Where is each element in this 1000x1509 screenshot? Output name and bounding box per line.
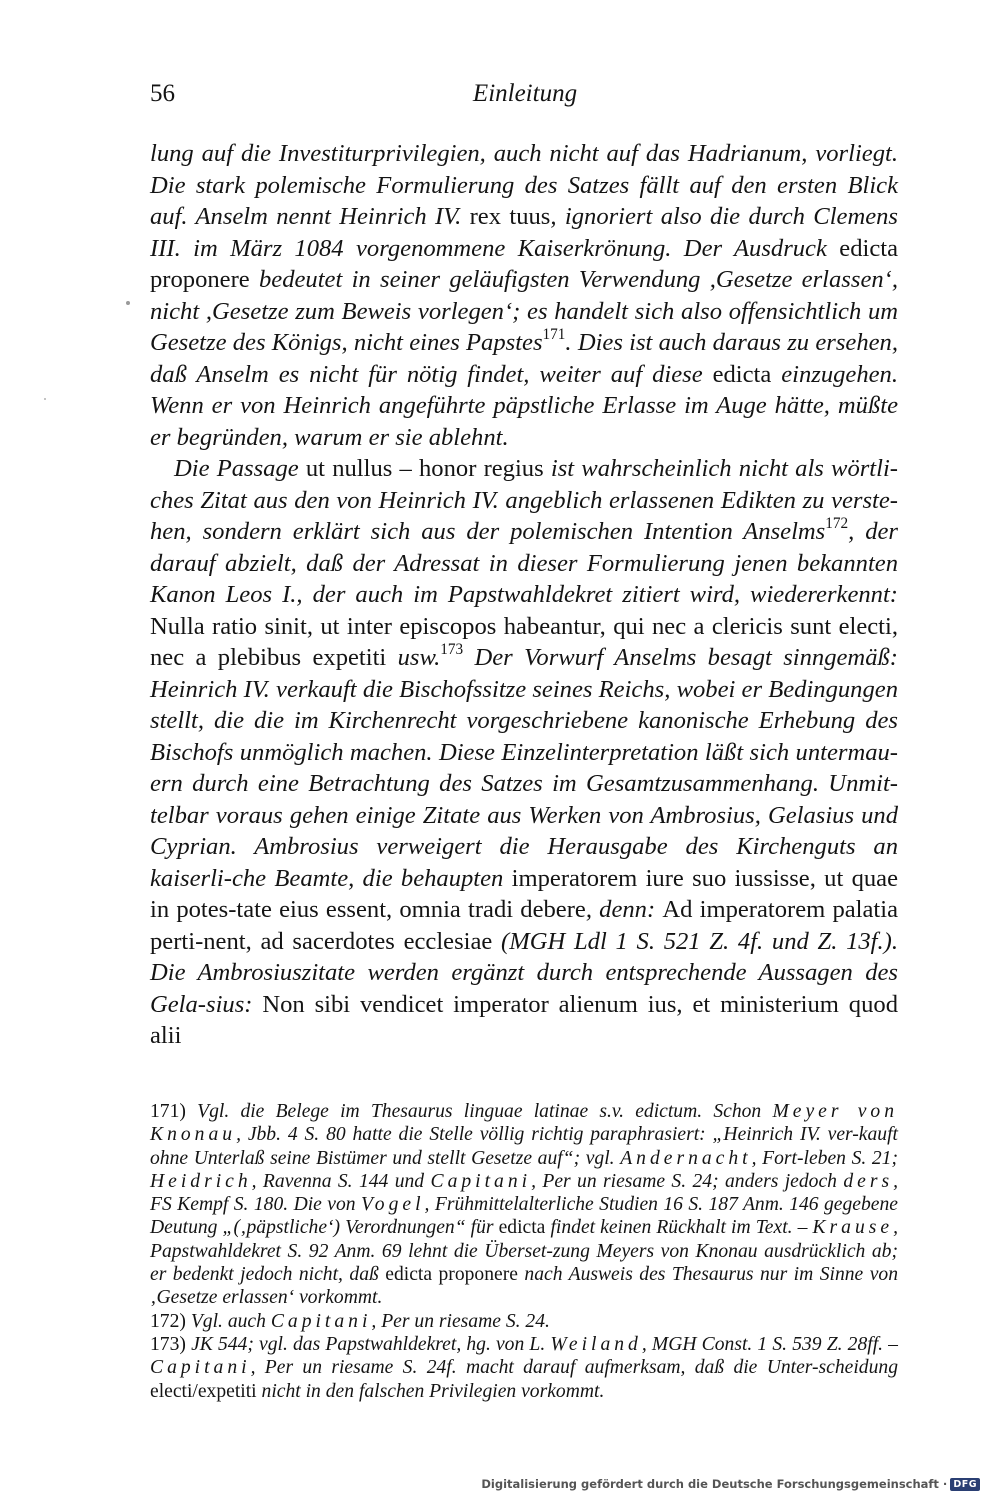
text-run: Der Vorwurf Anselms besagt sinngemäß: Heinrich IV. verkauft die Bischofssitze seines Reichs, wobei er Bedingungen stellt, die die im Kirchenrecht vorgeschriebene kanonische Erhebung des Bischofs unmöglich machen. Diese Einzelinterpretation läßt sich untermau-ern durch eine Betrachtung des Satzes im Gesamtzusammenhang. Unmit-telbar voraus gehen einige Zitate aus Werken von Ambrosius, Gelasius und Cyprian. Ambrosius verweigert die Herausgabe des Kirchenguts an kaiserli-che Beamte, die behaupten xyxy=(150,644,898,892)
text-run: nach Ausweis des Thesaurus nur im Sinne von ‚Gesetze erlassen‘ vorkommt. xyxy=(150,1264,899,1309)
text-run: , denn: xyxy=(585,896,663,923)
text-run: nicht in den falschen Privilegien vorkommt. xyxy=(256,1380,605,1402)
text-run: Die Passage xyxy=(174,455,306,482)
author-name: Capitani xyxy=(430,1170,532,1192)
author-name: Andernacht xyxy=(620,1147,752,1169)
text-run: , der darauf abzielt, daß der Adressat in dieser Formulierung jenen bekannten Kanon Leos I., der auch im Papstwahldekret zitiert wird, wiedererkennt: xyxy=(150,518,898,608)
footnote-ref: 172 xyxy=(825,515,849,533)
author-name: Weiland xyxy=(550,1333,642,1355)
latin-quote: edicta xyxy=(712,360,772,388)
latin-quote: electi/expetiti xyxy=(150,1380,257,1402)
page-number: 56 xyxy=(150,80,175,107)
text-run: , Fort-leben S. 21; xyxy=(751,1147,899,1169)
digitization-credit xyxy=(481,1475,980,1493)
footnote-ref: 173 xyxy=(440,641,464,659)
digitization-credit-text: Digitalisierung gefördert durch die Deutsche Forschungsgemeinschaft · xyxy=(481,1477,948,1491)
text-run: , Per un riesame S. 24. xyxy=(371,1310,550,1332)
margin-dot xyxy=(126,301,130,305)
text-run: , Frühmittelalterliche Studien 16 S. 187 Anm. 146 gegebene Deutung „(‚päpstliche‘) Verordnungen“ für xyxy=(150,1194,898,1239)
text-run: . Dies ist auch daraus zu ersehen, daß Anselm es nicht für nötig findet, weiter auf diese xyxy=(150,329,898,388)
text-run: , MGH Const. 1 S. 539 Z. 28ff. – xyxy=(641,1333,898,1355)
latin-quote: imperatorem iure suo iussisse, ut quae in potes-tate eius essent, omnia tradi debere xyxy=(150,864,898,923)
text-run: einzugehen. Wenn er von Heinrich angeführte päpstliche Erlasse im Auge hätte, müßte er begründen, warum er sie ablehnt. xyxy=(150,360,899,451)
latin-quote: Non sibi vendicet imperator alienum ius, et ministerium quod alii xyxy=(150,990,898,1049)
author-name: Capitani xyxy=(150,1357,251,1379)
author-name: Vogel xyxy=(361,1194,425,1216)
text-run: (MGH Ldl 1 S. 521 Z. 4f. und Z. 13f.). Die Ambrosiuszitate werden ergänzt durch entsprechende Aussagen des Gela-sius: xyxy=(150,927,898,1018)
footnote-ref: 171 xyxy=(542,326,566,344)
latin-quote: edicta proponere xyxy=(150,234,898,293)
text-run: , Papstwahldekret S. 92 Anm. 69 lehnt die Überset-zung Meyers von Knonau ausdrücklich ab; er bedenkt jedoch nicht, daß xyxy=(150,1217,898,1286)
footnote-173 xyxy=(150,1333,898,1403)
latin-quote: Nulla ratio sinit, ut inter episcopos habeantur, qui nec a clericis sunt electi, nec a plebibus expetiti xyxy=(150,612,898,671)
page-header xyxy=(150,80,900,116)
author-name: Krause xyxy=(812,1217,894,1239)
text-run: , Jbb. 4 S. 80 hatte die Stelle völlig richtig paraphrasiert: „Heinrich IV. ver-kauft ohne Unterlaß seine Bistümer und stellt Gesetze auf“; vgl. xyxy=(150,1124,898,1169)
running-title: Einleitung xyxy=(472,80,578,107)
text-run: bedeutet in seiner geläufigsten Verwendung ,Gesetze erlassen‘, nicht ,Gesetze zum Beweis vorlegen‘; es handelt sich also offensichtlich um Gesetze des Königs, nicht eines Papstes xyxy=(150,266,898,356)
text-run: lung auf die Investiturprivilegien, auch nicht auf das Hadrianum, vorliegt. Die stark polemische Formulierung des Satzes fällt auf den ersten Blick auf. Anselm nennt Heinrich IV. xyxy=(150,140,898,230)
paragraph-2 xyxy=(150,453,898,1052)
body-text xyxy=(150,138,898,1052)
text-run: usw. xyxy=(386,644,441,671)
latin-quote: edicta xyxy=(498,1217,546,1239)
dfg-logo: DFG xyxy=(950,1478,980,1491)
text-run: Vgl. auch xyxy=(190,1310,271,1332)
latin-quote: edicta proponere xyxy=(385,1264,518,1286)
text-run: , Per un riesame S. 24; anders jedoch xyxy=(531,1170,844,1192)
latin-quote: Ad imperatorem palatia perti-nent, ad sacerdotes ecclesiae xyxy=(150,896,898,955)
latin-quote: 172) xyxy=(150,1310,191,1332)
author-name: Heidrich xyxy=(150,1170,252,1192)
footnote-172 xyxy=(150,1310,898,1333)
text-run: , Per un riesame S. 24f. macht darauf aufmerksam, daß die Unter-scheidung xyxy=(250,1357,898,1379)
text-run: , ignoriert also die durch Clemens III. im März 1084 vorgenommene Kaiserkrönung. Der Ausdruck xyxy=(150,203,898,262)
margin-speck xyxy=(44,398,46,400)
footnote-171 xyxy=(150,1100,898,1310)
paragraph-1 xyxy=(150,138,898,453)
author-name: Meyer von Knonau xyxy=(150,1101,898,1146)
author-name: Capitani xyxy=(270,1310,372,1332)
text-run: , FS Kempf S. 180. Die von xyxy=(150,1170,898,1216)
text-run: JK 544; vgl. das Papstwahldekret, hg. von L. xyxy=(191,1333,551,1355)
text-run: findet keinen Rückhalt im Text. – xyxy=(545,1217,813,1239)
author-name: ders xyxy=(843,1170,894,1192)
latin-quote: 171) xyxy=(150,1101,198,1122)
text-run: Vgl. die Belege im Thesaurus linguae latinae s.v. edictum. Schon xyxy=(197,1101,773,1122)
footnotes xyxy=(150,1100,898,1403)
latin-quote: rex tuus xyxy=(469,203,551,230)
text-run: , Ravenna S. 144 und xyxy=(251,1170,431,1192)
latin-quote: 173) xyxy=(150,1333,192,1355)
latin-quote: ut nullus – honor regius xyxy=(305,455,544,482)
text-run: ist wahrscheinlich nicht als wörtli-ches Zitat aus den von Heinrich IV. angeblich erlassenen Edikten zu verste-hen, sondern erklärt sich aus der polemischen Intention Anselms xyxy=(150,455,898,545)
